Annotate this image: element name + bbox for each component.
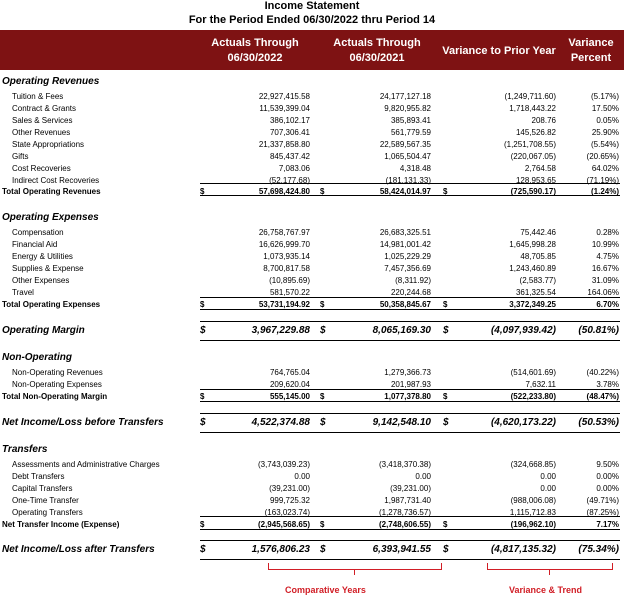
row-label: Energy & Utilities	[12, 252, 73, 261]
value-variance-percent: 0.05%	[596, 116, 619, 125]
value-variance-percent: 0.00%	[596, 484, 619, 493]
value-variance-percent: (71.19%)	[586, 176, 619, 185]
row-label: Net Income/Loss after Transfers	[2, 544, 155, 555]
comparative-years-caption: Comparative Years	[285, 585, 366, 595]
value-variance: (4,097,939.42)	[490, 325, 556, 336]
value-actuals-2022: 1,073,935.14	[263, 252, 310, 261]
value-variance: 48,705.85	[520, 252, 556, 261]
total-underline	[200, 401, 620, 402]
line-item-row	[0, 507, 624, 519]
value-variance: 128,953.65	[515, 176, 556, 185]
value-actuals-2021: 22,589,567.35	[379, 140, 431, 149]
dollar-sign: $	[443, 520, 448, 529]
value-variance: (1,251,708.55)	[503, 140, 556, 149]
value-actuals-2022: 4,522,374.88	[251, 417, 310, 428]
row-label: Contract & Grants	[12, 104, 77, 113]
row-label: Cost Recoveries	[12, 164, 71, 173]
value-actuals-2021: 8,065,169.30	[372, 325, 431, 336]
value-variance-percent: 25.90%	[591, 128, 619, 137]
dollar-sign: $	[443, 300, 448, 309]
value-variance: 1,645,998.28	[509, 240, 556, 249]
row-label: Gifts	[12, 152, 29, 161]
margin-bottom-line	[200, 340, 620, 341]
value-actuals-2022: 7,083.06	[278, 164, 310, 173]
dollar-sign: $	[320, 300, 325, 309]
line-item-row	[0, 127, 624, 139]
row-label: Capital Transfers	[12, 484, 73, 493]
value-actuals-2022: 764,765.04	[269, 368, 310, 377]
dollar-sign: $	[200, 520, 205, 529]
dollar-sign: $	[320, 417, 326, 428]
value-actuals-2022: 707,306.41	[269, 128, 310, 137]
row-label: Other Revenues	[12, 128, 71, 137]
total-underline	[200, 195, 620, 196]
row-label: Total Operating Revenues	[2, 187, 101, 196]
value-actuals-2022: 3,967,229.88	[251, 325, 310, 336]
value-variance-percent: (87.25%)	[586, 508, 619, 517]
value-variance: 1,115,712.83	[509, 508, 556, 517]
section-operating-revenues: Operating Revenues	[2, 76, 100, 87]
value-variance-percent: (48.47%)	[586, 392, 619, 401]
value-actuals-2022: 386,102.17	[269, 116, 310, 125]
value-variance: 1,718,443.22	[509, 104, 556, 113]
value-variance: 208.76	[531, 116, 556, 125]
bracket-tick	[549, 569, 550, 575]
line-item-row	[0, 239, 624, 251]
value-actuals-2021: 1,025,229.29	[384, 252, 431, 261]
value-actuals-2022: 16,626,999.70	[258, 240, 310, 249]
value-variance: (988,006.08)	[510, 496, 556, 505]
dollar-sign: $	[320, 325, 326, 336]
value-actuals-2021: 7,457,356.69	[384, 264, 431, 273]
line-item-row	[0, 459, 624, 471]
value-variance: 3,372,349.25	[509, 300, 556, 309]
dollar-sign: $	[443, 325, 449, 336]
value-variance-percent: 16.67%	[591, 264, 619, 273]
value-variance-percent: (75.34%)	[578, 544, 619, 555]
total-underline	[200, 309, 620, 310]
line-item-row	[0, 275, 624, 287]
summary-row	[0, 415, 624, 431]
dollar-sign: $	[320, 520, 325, 529]
value-actuals-2021: (2,748,606.55)	[378, 520, 431, 529]
line-item-row	[0, 471, 624, 483]
line-item-row	[0, 227, 624, 239]
value-variance-percent: (20.65%)	[586, 152, 619, 161]
value-variance-percent: 0.00%	[596, 472, 619, 481]
value-variance: (4,817,135.32)	[490, 544, 556, 555]
value-variance: (324,668.85)	[510, 460, 556, 469]
row-label: Assessments and Administrative Charges	[12, 460, 160, 469]
value-variance-percent: 10.99%	[591, 240, 619, 249]
value-actuals-2021: 561,779.59	[390, 128, 431, 137]
line-item-row	[0, 103, 624, 115]
net-bottom-line	[200, 432, 620, 433]
value-actuals-2021: 1,077,378.80	[384, 392, 431, 401]
value-variance: (2,583.77)	[519, 276, 556, 285]
value-variance: 145,526.82	[515, 128, 556, 137]
value-actuals-2022: (10,895.69)	[269, 276, 310, 285]
line-item-row	[0, 151, 624, 163]
value-variance: 0.00	[540, 484, 556, 493]
dollar-sign: $	[320, 187, 325, 196]
line-item-row	[0, 91, 624, 103]
value-variance-percent: (5.54%)	[590, 140, 619, 149]
dollar-sign: $	[320, 392, 325, 401]
dollar-sign: $	[443, 544, 449, 555]
value-variance: (1,249,711.60)	[504, 92, 556, 101]
value-variance: 7,632.11	[525, 380, 556, 389]
value-actuals-2022: (163,023.74)	[264, 508, 310, 517]
value-variance-percent: (49.71%)	[586, 496, 619, 505]
dollar-sign: $	[200, 300, 205, 309]
line-item-row	[0, 367, 624, 379]
dollar-sign: $	[200, 392, 205, 401]
value-actuals-2021: 385,893.41	[390, 116, 431, 125]
dollar-sign: $	[200, 544, 206, 555]
value-actuals-2021: 4,318.48	[399, 164, 431, 173]
value-actuals-2022: 21,337,858.80	[258, 140, 310, 149]
value-actuals-2021: (39,231.00)	[390, 484, 431, 493]
subtotal-line	[200, 183, 620, 184]
net-top-line	[200, 413, 620, 414]
bracket-tick	[354, 569, 355, 575]
row-label: One-Time Transfer	[12, 496, 79, 505]
value-actuals-2022: 22,927,415.58	[258, 92, 310, 101]
value-variance: 1,243,460.89	[509, 264, 556, 273]
report-title: Income Statement	[264, 0, 360, 12]
value-variance: 0.00	[540, 472, 556, 481]
value-actuals-2021: 58,424,014.97	[379, 187, 431, 196]
row-label: Tuition & Fees	[12, 92, 64, 101]
dollar-sign: $	[320, 544, 326, 555]
header-actuals-2022: Actuals Through 06/30/2022	[211, 37, 299, 64]
variance-trend-caption: Variance & Trend	[509, 585, 583, 595]
value-actuals-2021: 1,279,366.73	[384, 368, 431, 377]
value-variance-percent: (50.81%)	[578, 325, 619, 336]
variance-trend-bracket	[487, 563, 613, 570]
value-variance: (514,601.69)	[510, 368, 556, 377]
value-actuals-2021: 220,244.68	[390, 288, 431, 297]
row-label: Financial Aid	[12, 240, 58, 249]
row-label: Indirect Cost Recoveries	[12, 176, 100, 185]
value-actuals-2021: 24,177,127.18	[379, 92, 431, 101]
value-actuals-2022: 845,437.42	[269, 152, 310, 161]
value-actuals-2022: 1,576,806.23	[251, 544, 310, 555]
value-actuals-2021: 1,987,731.40	[384, 496, 431, 505]
value-variance: (725,590.17)	[510, 187, 556, 196]
row-label: Supplies & Expense	[12, 264, 84, 273]
value-actuals-2021: 1,065,504.47	[384, 152, 431, 161]
subtotal-line	[200, 297, 620, 298]
value-actuals-2022: 11,539,399.04	[259, 104, 310, 113]
dollar-sign: $	[443, 417, 449, 428]
header-variance: Variance to Prior Year	[442, 45, 556, 57]
row-label: Total Operating Expenses	[2, 300, 101, 309]
row-label: Sales & Services	[12, 116, 73, 125]
value-variance-percent: 7.17%	[596, 520, 619, 529]
value-actuals-2022: 8,700,817.58	[263, 264, 310, 273]
value-actuals-2021: 9,142,548.10	[372, 417, 431, 428]
summary-row	[0, 542, 624, 558]
value-variance: (522,233.80)	[510, 392, 556, 401]
value-variance-percent: (1.24%)	[590, 187, 619, 196]
dollar-sign: $	[200, 417, 206, 428]
row-label: State Appropriations	[12, 140, 85, 149]
row-label: Operating Transfers	[12, 508, 83, 517]
section-transfers: Transfers	[2, 444, 48, 455]
value-actuals-2021: (181,131.33)	[385, 176, 431, 185]
margin-top-line	[200, 321, 620, 322]
value-actuals-2021: 26,683,325.51	[379, 228, 431, 237]
header-variance-percent: Variance Percent	[568, 37, 614, 64]
value-actuals-2022: (52,177.68)	[269, 176, 310, 185]
value-actuals-2022: (3,743,039.23)	[257, 460, 310, 469]
summary-row	[0, 323, 624, 339]
value-actuals-2022: (2,945,568.65)	[257, 520, 310, 529]
value-actuals-2022: 209,620.04	[269, 380, 310, 389]
value-variance-percent: 31.09%	[591, 276, 619, 285]
value-actuals-2022: 581,570.22	[269, 288, 310, 297]
dollar-sign: $	[443, 187, 448, 196]
value-variance-percent: 0.28%	[596, 228, 619, 237]
row-label: Net Income/Loss before Transfers	[2, 417, 164, 428]
value-actuals-2021: 14,981,001.42	[379, 240, 431, 249]
value-variance-percent: (50.53%)	[578, 417, 619, 428]
value-variance: 2,764.58	[524, 164, 556, 173]
row-label: Debt Transfers	[12, 472, 65, 481]
value-variance: 75,442.46	[520, 228, 556, 237]
value-variance-percent: (5.17%)	[590, 92, 619, 101]
value-variance-percent: 17.50%	[591, 104, 619, 113]
value-variance-percent: 64.02%	[591, 164, 619, 173]
value-variance-percent: 4.75%	[596, 252, 619, 261]
value-actuals-2022: (39,231.00)	[269, 484, 310, 493]
value-actuals-2022: 555,145.00	[269, 392, 310, 401]
value-actuals-2021: 201,987.93	[390, 380, 431, 389]
total-underline	[200, 529, 620, 530]
report-subtitle: For the Period Ended 06/30/2022 thru Period 14	[188, 14, 436, 26]
value-variance: 361,325.54	[515, 288, 556, 297]
line-item-row	[0, 139, 624, 151]
line-item-row	[0, 115, 624, 127]
value-variance: (220,067.05)	[510, 152, 556, 161]
value-variance-percent: 9.50%	[596, 460, 619, 469]
value-actuals-2022: 0.00	[294, 472, 310, 481]
value-variance: (4,620,173.22)	[490, 417, 556, 428]
value-variance-percent: 3.78%	[596, 380, 619, 389]
final-top-line	[200, 540, 620, 541]
value-actuals-2021: (1,278,736.57)	[378, 508, 431, 517]
line-item-row	[0, 483, 624, 495]
value-actuals-2021: 6,393,941.55	[372, 544, 431, 555]
section-non-operating: Non-Operating	[2, 352, 72, 363]
row-label: Other Expenses	[12, 276, 70, 285]
dollar-sign: $	[443, 392, 448, 401]
subtotal-line	[200, 516, 620, 517]
value-actuals-2021: 50,358,845.67	[379, 300, 431, 309]
value-actuals-2022: 53,731,194.92	[258, 300, 310, 309]
row-label: Non-Operating Expenses	[12, 380, 102, 389]
dollar-sign: $	[200, 187, 205, 196]
value-actuals-2022: 999,725.32	[269, 496, 310, 505]
final-bottom-line	[200, 559, 620, 560]
line-item-row	[0, 163, 624, 175]
line-item-row	[0, 495, 624, 507]
value-variance: (196,962.10)	[510, 520, 556, 529]
row-label: Travel	[12, 288, 34, 297]
subtotal-line	[200, 389, 620, 390]
comparative-years-bracket	[268, 563, 442, 570]
line-item-row	[0, 263, 624, 275]
header-actuals-2021: Actuals Through 06/30/2021	[333, 37, 421, 64]
value-actuals-2021: 0.00	[415, 472, 431, 481]
value-variance-percent: 6.70%	[596, 300, 619, 309]
section-operating-expenses: Operating Expenses	[2, 212, 99, 223]
value-variance-percent: (40.22%)	[586, 368, 619, 377]
value-actuals-2021: (8,311.92)	[395, 276, 431, 285]
value-actuals-2021: (3,418,370.38)	[378, 460, 431, 469]
line-item-row	[0, 251, 624, 263]
value-actuals-2022: 26,758,767.97	[258, 228, 310, 237]
value-variance-percent: 164.06%	[587, 288, 619, 297]
total-row	[0, 186, 624, 198]
row-label: Operating Margin	[2, 325, 85, 336]
row-label: Compensation	[12, 228, 64, 237]
value-actuals-2022: 57,698,424.80	[258, 187, 310, 196]
dollar-sign: $	[200, 325, 206, 336]
row-label: Net Transfer Income (Expense)	[2, 520, 120, 529]
column-header-bar	[0, 30, 624, 70]
row-label: Non-Operating Revenues	[12, 368, 103, 377]
row-label: Total Non-Operating Margin	[2, 392, 108, 401]
value-actuals-2021: 9,820,955.82	[384, 104, 431, 113]
